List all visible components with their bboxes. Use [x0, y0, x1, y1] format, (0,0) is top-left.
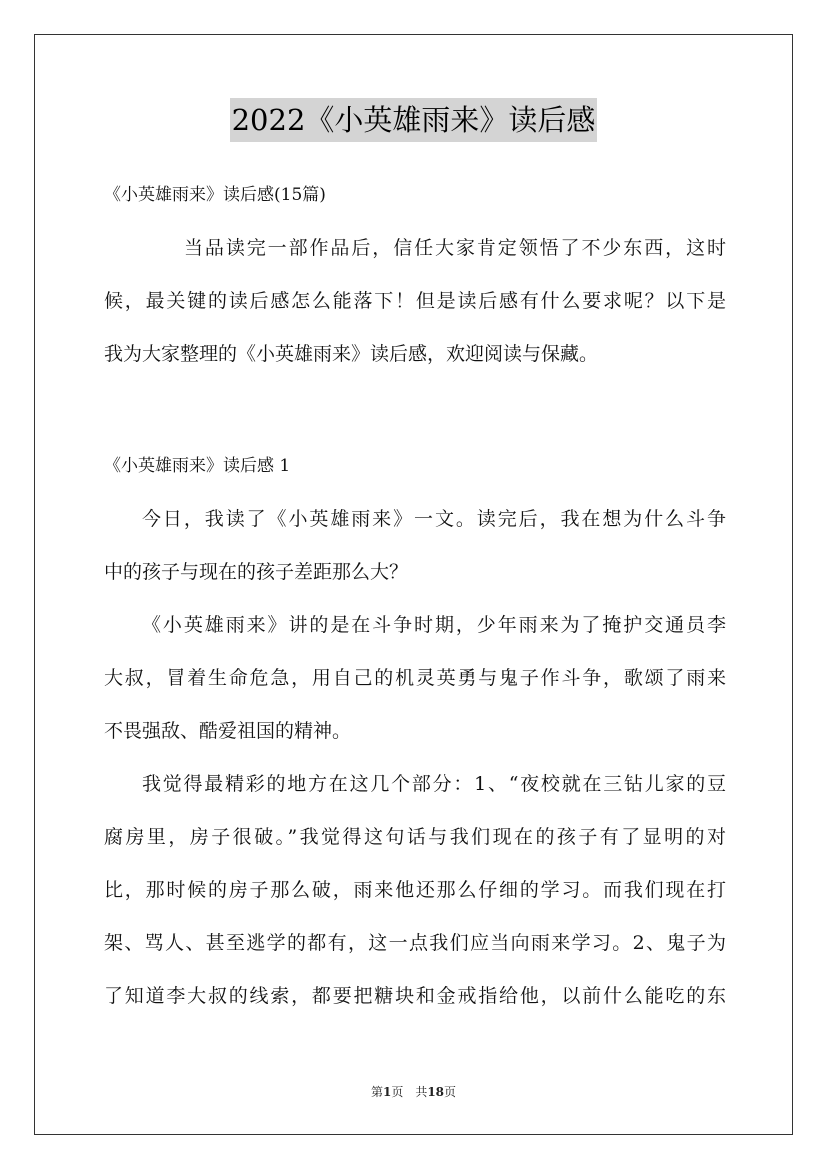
footer-page-mid: 页 共	[391, 1085, 428, 1099]
document-title: 2022《小英雄雨来》读后感	[230, 98, 598, 142]
body-line: 了知道李大叔的线索，都要把糖块和金戒指给他，以前什么能吃的东	[104, 985, 726, 1007]
body-line: 腐房里，房子很破。”我觉得这句话与我们现在的孩子有了显明的对	[104, 826, 726, 848]
section-heading: 《小英雄雨来》读后感 1	[104, 456, 291, 476]
footer-page-suffix: 页	[444, 1085, 457, 1099]
footer-page-prefix: 第	[370, 1085, 383, 1099]
intro-line: 我为大家整理的《小英雄雨来》读后感，欢迎阅读与保藏。	[104, 343, 599, 365]
body-line: 不畏强敌、酷爱祖国的精神。	[104, 720, 352, 742]
title-container	[0, 98, 827, 142]
intro-line: 当品读完一部作品后，信任大家肯定领悟了不少东西，这时	[184, 237, 726, 259]
body-line: 架、骂人、甚至逃学的都有，这一点我们应当向雨来学习。2、鬼子为	[104, 932, 726, 954]
footer-total-pages: 18	[427, 1085, 445, 1099]
body-line: 《小英雄雨来》讲的是在斗争时期，少年雨来为了掩护交通员李	[142, 614, 726, 636]
page-footer	[0, 1084, 827, 1100]
body-line: 中的孩子与现在的孩子差距那么大？	[104, 561, 409, 583]
body-line: 我觉得最精彩的地方在这几个部分：1、“夜校就在三钻儿家的豆	[142, 773, 726, 795]
body-line: 大叔，冒着生命危急，用自己的机灵英勇与鬼子作斗争，歌颂了雨来	[104, 667, 726, 689]
intro-line: 候，最关键的读后感怎么能落下！但是读后感有什么要求呢？以下是	[104, 290, 726, 312]
body-line: 比，那时候的房子那么破，雨来他还那么仔细的学习。而我们现在打	[104, 879, 726, 901]
footer-page-number: 1	[382, 1085, 392, 1099]
body-line: 今日，我读了《小英雄雨来》一文。读完后，我在想为什么斗争	[142, 508, 726, 530]
document-subtitle: 《小英雄雨来》读后感(15篇)	[104, 185, 326, 205]
